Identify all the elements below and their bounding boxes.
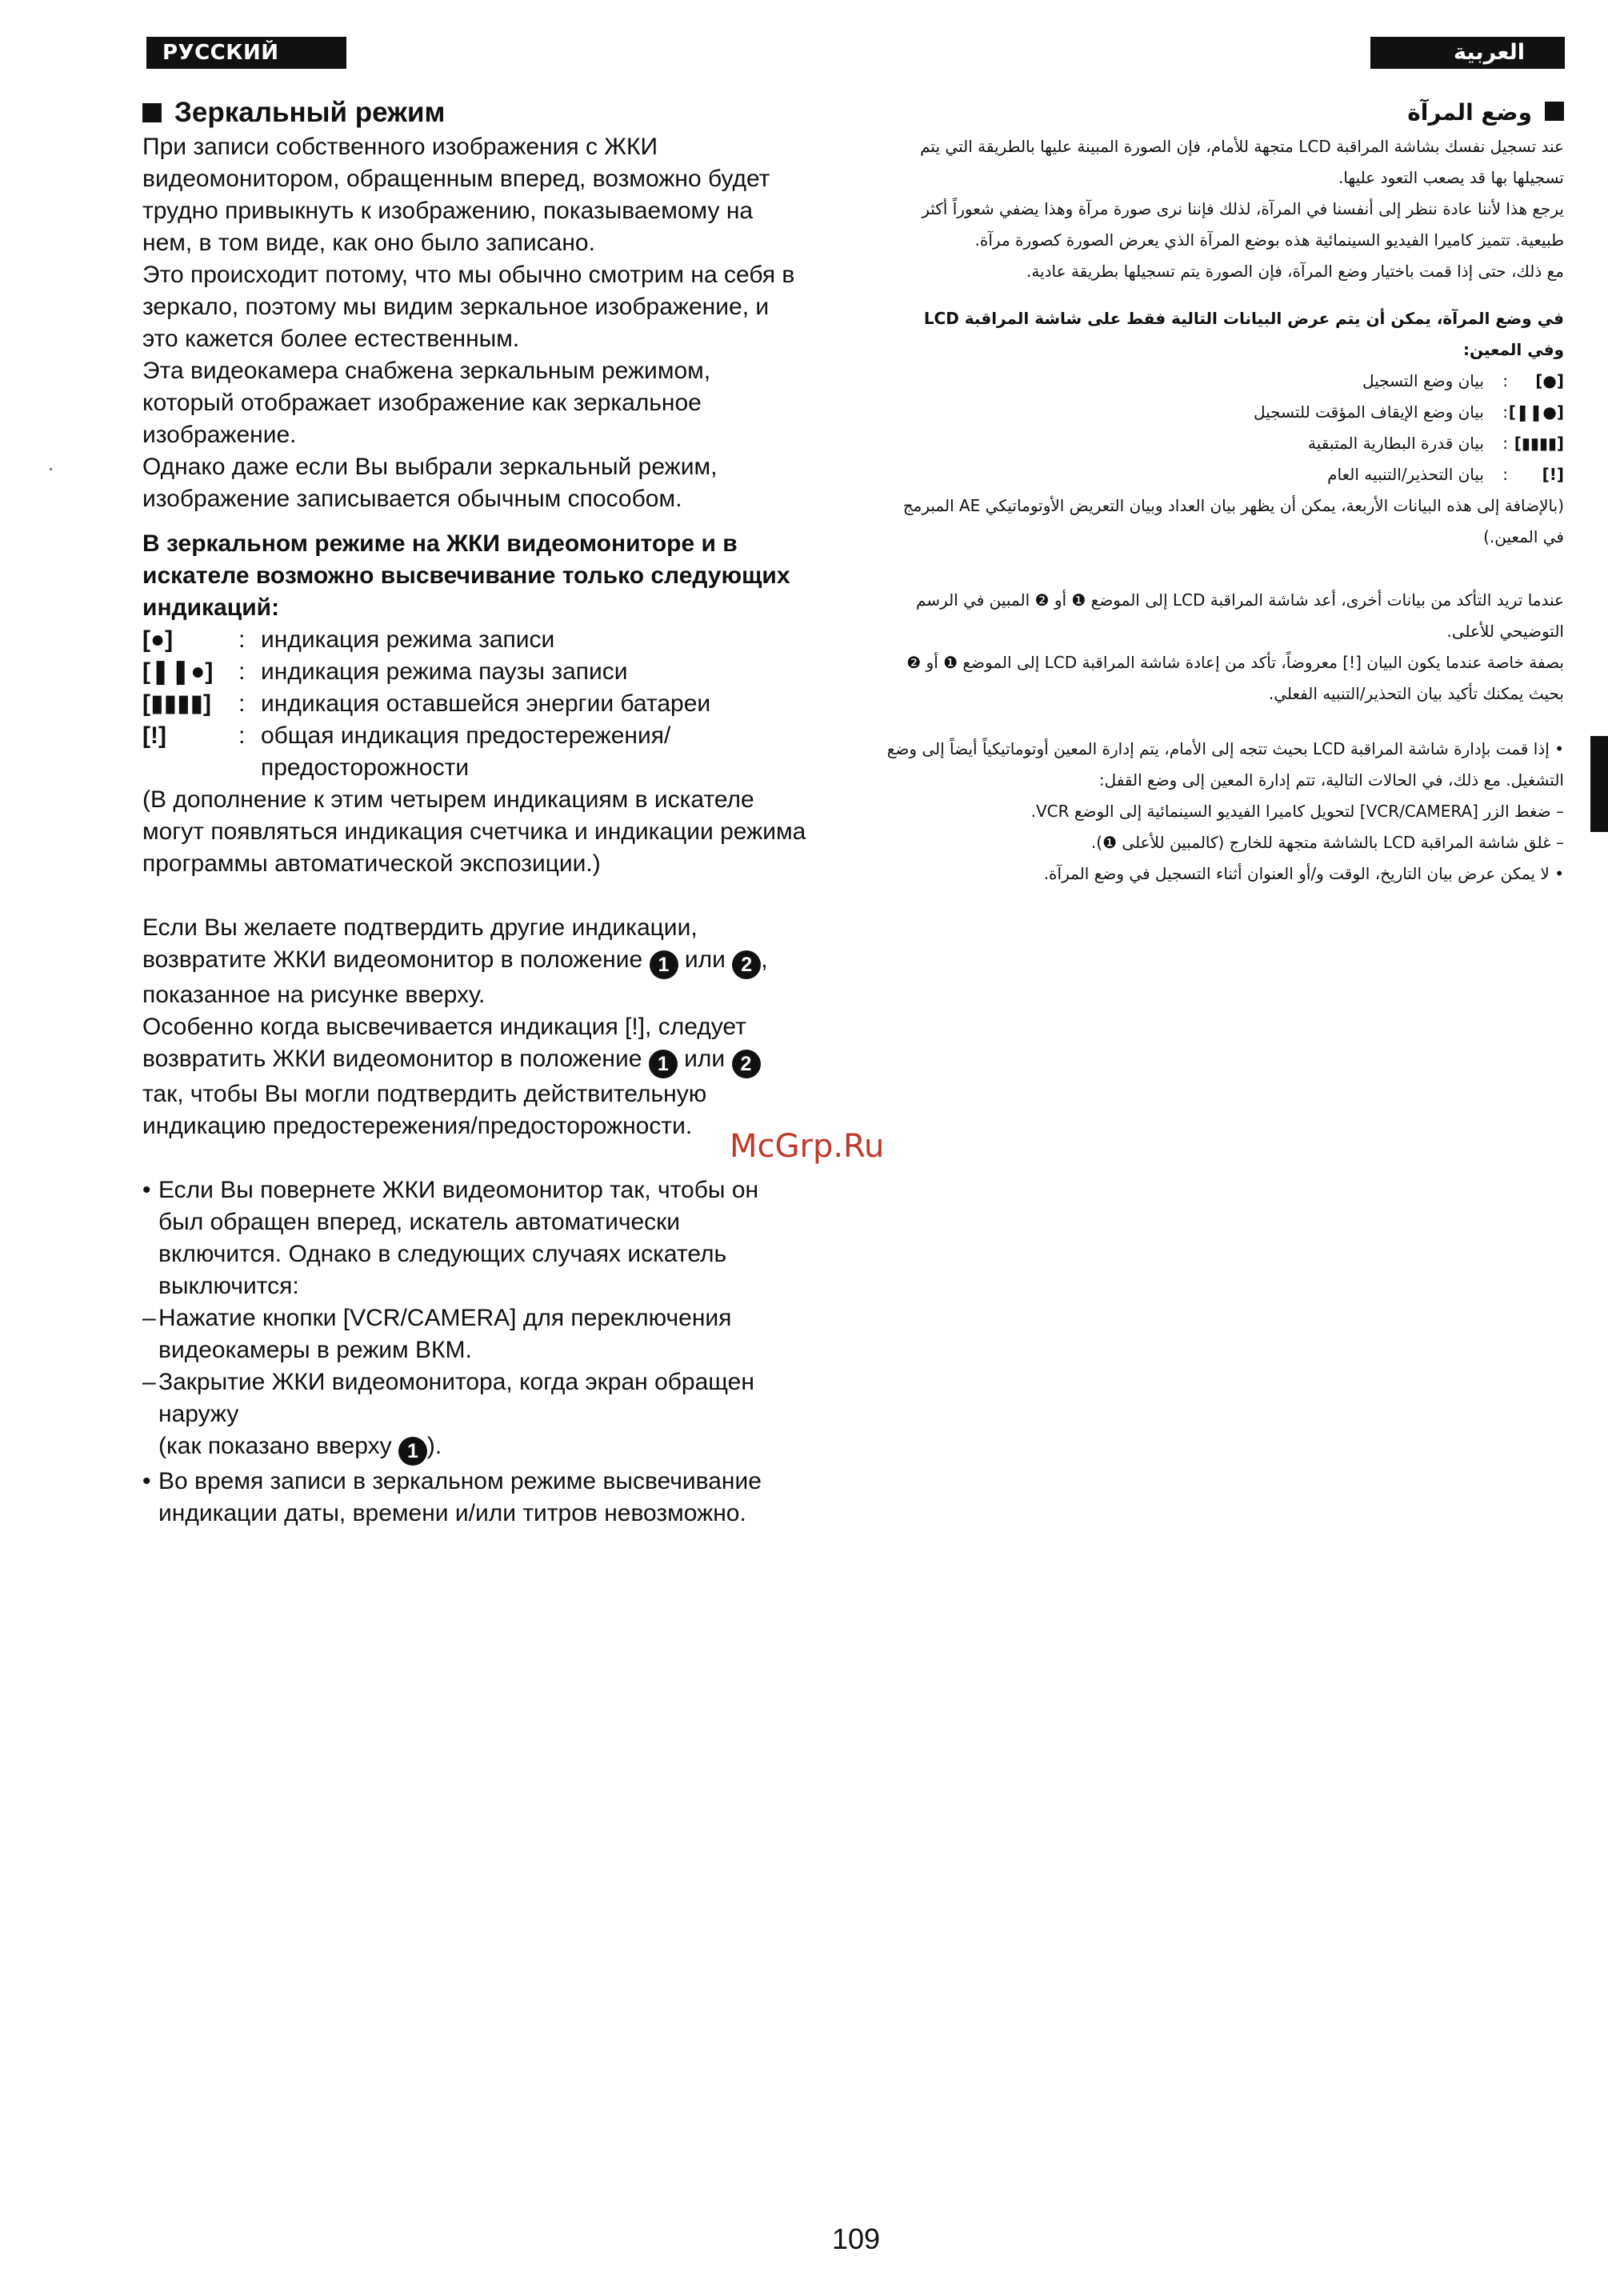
indicator-row: [▮▮▮▮] : индикация оставшейся энергии батареи: [142, 690, 711, 717]
language-tab-russian: РУССКИЙ ЯЗЫК: [146, 37, 346, 69]
ru-dash-2: – Закрытие ЖКИ видеомонитора, когда экран обращен наружу (как показано вверху 1 ).: [142, 1366, 808, 1466]
edge-tab-marker: [1590, 736, 1608, 832]
russian-column: [142, 94, 808, 1530]
ru-bullet-2: • Во время записи в зеркальном режиме высвечивание индикации даты, времени и/или титров невозможно.: [142, 1468, 762, 1526]
indicator-continuation: предосторожности: [261, 754, 470, 781]
ar-paragraph-2: يرجع هذا لأننا عادة ننظر إلى أنفسنا في المرآة، لذلك فإننا نرى صورة مرآة وهذا يضفي شعوراً أكثر طبيعية. تتميز كاميرا الفيديو السينمائية هذه بوضع المرآة الذي يعرض الصورة كصورة مرآة.: [922, 199, 1564, 250]
section-title-ru: Зеркальный режим: [142, 94, 808, 131]
ru-paragraph-1: При записи собственного изображения с ЖКИ видеомонитором, обращенным вперед, возможно будет трудно привыкнуть к изображению, показываемому на нем, в том виде, как оно было записано.: [142, 134, 770, 256]
position-2-icon: 2: [732, 1050, 761, 1078]
indicator-row: [●] : индикация режима записи: [142, 626, 555, 653]
square-bullet-icon: [142, 103, 162, 122]
ar-paragraph-5: عندما تريد التأكد من بيانات أخرى، أعد شاشة المراقبة LCD إلى الموضع ❶ أو ❷ المبين في الرسم التوضيحي للأعلى.: [915, 590, 1564, 641]
language-tab-arabic: العربية: [1370, 37, 1565, 69]
ar-bullet-2: • لا يمكن عرض بيان التاريخ، الوقت و/أو العنوان أثناء التسجيل في وضع المرآة.: [1043, 864, 1564, 883]
ar-dash-2: – غلق شاشة المراقبة LCD بالشاشة متجهة للخارج (كالمبين للأعلى ❶).: [1090, 833, 1564, 852]
ar-paragraph-1: عند تسجيل نفسك بشاشة المراقبة LCD متجهة للأمام، فإن الصورة المبينة عليها بالطريقة التي يتم تسجيلها بها قد يصعب التعود عليها.: [920, 137, 1564, 187]
ar-bullet-1: • إذا قمت بإدارة شاشة المراقبة LCD بحيث تتجه إلى الأمام، يتم إدارة المعين أوتوماتيكياً أيضاً إلى وضع التشغيل. مع ذلك، في الحالات التالية، تتم إدارة المعين إلى وضع القفل:: [886, 739, 1564, 790]
ru-paragraph-7: Особенно когда высвечивается индикация [!], следует возвратить ЖКИ видеомонитор в положение 1 или 2 так, чтобы Вы могли подтвердить действительную индикацию предостережения/предосторожности.: [142, 1011, 808, 1142]
section-title-ar: وضع المرآة: [884, 94, 1564, 131]
ru-paragraph-2: Это происходит потому, что мы обычно смотрим на себя в зеркало, поэтому мы видим зеркальное изображение, и это кажется более естественным.: [142, 262, 795, 352]
ru-indicators-heading: В зеркальном режиме на ЖКИ видеомониторе и в искателе возможно высвечивание только следующих индикаций:: [142, 530, 790, 621]
page-number: 109: [832, 2222, 881, 2255]
ar-paragraph-6: بصفة خاصة عندما يكون البيان [!] معروضاً، تأكد من إعادة شاشة المراقبة LCD إلى الموضع ❶ أو ❷ بحيث يمكنك تأكيد بيان التحذير/التنبيه الفعلي.: [906, 653, 1564, 703]
watermark: McGrp.Ru: [730, 1128, 885, 1165]
ru-paragraph-5: (В дополнение к этим четырем индикациям в искателе могут появляться индикация счетчика и индикации режима программы автоматической экспозиции.): [142, 786, 806, 877]
ru-paragraph-3: Эта видеокамера снабжена зеркальным режимом, который отображает изображение как зеркальное изображение.: [142, 358, 711, 448]
square-bullet-icon: [1545, 102, 1564, 121]
indicator-row: [●] : بيان وضع التسجيل: [1362, 371, 1564, 390]
scan-speck: [50, 468, 52, 470]
ru-dash-1: – Нажатие кнопки [VCR/CAMERA] для переключения видеокамеры в режим ВКМ.: [142, 1305, 732, 1363]
position-2-icon: 2: [732, 950, 761, 979]
ru-paragraph-4: Однако даже если Вы выбрали зеркальный режим, изображение записывается обычным способом.: [142, 454, 718, 512]
position-1-icon: 1: [650, 950, 678, 979]
indicator-row: [!] : بيان التحذير/التنبيه العام: [1327, 465, 1564, 484]
ar-paragraph-3: مع ذلك، حتى إذا قمت باختيار وضع المرآة، فإن الصورة يتم تسجيلها بطريقة عادية.: [1026, 262, 1564, 281]
ar-dash-1: – ضغط الزر [VCR/CAMERA] لتحويل كاميرا الفيديو السينمائية إلى الوضع VCR.: [1030, 802, 1564, 821]
indicator-row: [❚❚●] : بيان وضع الإيقاف المؤقت للتسجيل: [1254, 402, 1564, 422]
ar-indicators-heading: في وضع المرآة، يمكن أن يتم عرض البيانات التالية فقط على شاشة المراقبة LCD وفي المعين:: [923, 309, 1564, 359]
position-1-icon: 1: [649, 1050, 678, 1078]
arabic-column: [884, 94, 1564, 890]
position-1-icon: 1: [398, 1437, 427, 1466]
ar-paragraph-4: (بالإضافة إلى هذه البيانات الأربعة، يمكن أن يظهر بيان العداد وبيان التعريض الأوتوماتيكي AE المبرمج في المعين.): [902, 496, 1564, 546]
indicator-row: [!] : общая индикация предостережения/: [142, 722, 671, 749]
indicator-row: [❚❚●] : индикация режима паузы записи: [142, 658, 628, 685]
indicator-row: [▮▮▮▮] : بيان قدرة البطارية المتبقية: [1308, 434, 1564, 453]
ru-paragraph-6: Если Вы желаете подтвердить другие индикации, возвратите ЖКИ видеомонитор в положение 1 или 2 , показанное на рисунке вверху.: [142, 914, 768, 1008]
ru-bullet-1: • Если Вы повернете ЖКИ видеомонитор так, чтобы он был обращен вперед, искатель автоматически включится. Однако в следующих случаях искатель выключится:: [142, 1177, 759, 1299]
